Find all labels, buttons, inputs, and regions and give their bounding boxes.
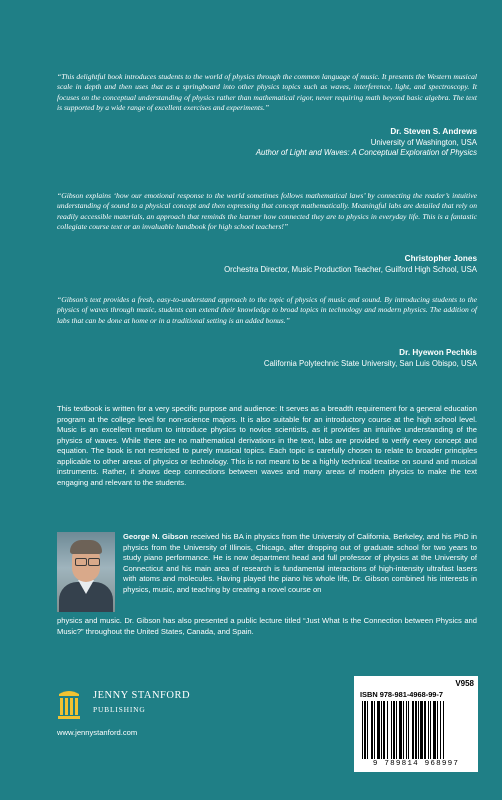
author-name: George N. Gibson: [123, 532, 189, 541]
barcode-image: [360, 701, 472, 759]
quote-1-book: Author of Light and Waves: A Conceptual Exploration of Physics: [255, 148, 477, 158]
publisher-name: JENNY STANFORD: [93, 690, 191, 701]
barcode-digits: 9 789814 968997: [372, 760, 460, 768]
quote-2-text: “Gibson explains ‘how our emotional response to the world sometimes follows mathematical laws’ by connecting the reader’s intuitive understanding of sound to a physical concept and then expressing that concept mathematically. Meaningful labs are detailed that rely on readily accessible materials, an approach that reminds the learner how connected they are to physics in everyday life. This is a fantastic collegiate course text or an invaluable handbook for high school teachers!”: [57, 191, 477, 232]
quote-3-name: Dr. Hyewon Pechkis: [399, 348, 477, 357]
quote-3-attribution: [264, 348, 477, 369]
quote-3-text: “Gibson’s text provides a fresh, easy-to-understand approach to the topic of physics of music and sound. By introducing students to the physics of waves through music, students can extend their knowledge to broad topics in technology and modern physics. The addition of labs that can be done at home or in a traditional setting is an added bonus.”: [57, 295, 477, 325]
book-description: This textbook is written for a very specific purpose and audience: It serves as a breadth requirement for a general education program at the college level for non-science majors. It is also suitable for an introductory course at the high school level. Music is an excellent medium to introduce physics to novice scientists, as it provides an intuitive understanding of the physics of waves. While there are no mathematical derivations in the text, labs are provided to verify every concept and equation. The book is not restricted to purely musical topics. Each topic is carefully chosen to relate to broader principles applicable to other areas of physics or technology. This is not meant to be a highly technical treatise on sound and musical instruments. Rather, it shows deep connections between waves and many areas of modern physics to make the text engaging and relevant to the students.: [57, 404, 477, 487]
isbn-text: ISBN 978-981-4968-99-7: [360, 690, 443, 699]
quote-1-affiliation: University of Washington, USA: [370, 137, 477, 147]
author-photo: [57, 532, 115, 612]
quote-1-name: Dr. Steven S. Andrews: [390, 127, 477, 136]
price-code: V958: [455, 679, 474, 688]
quote-1-text: “This delightful book introduces students to the world of physics through the common language of music. It presents the Western musical scale in depth and then uses that as a springboard into other physics topics such as waves, interference, light, and spectroscopy. It focuses on the conceptual understanding of physics rather than mathematical rigor, never requiring math beyond basic algebra. The text is supported by a wide range of excellent exercises and experiments.”: [57, 72, 477, 113]
author-bio-first: received his BA in physics from the University of California, Berkeley, and his PhD in physics from the University of Illinois, Chicago, after dropping out of graduate school for two years to study piano performance. He is now department head and full professor of physics at the University of Connecticut and his main area of research is fundamental interactions of high-intensity ultrafast lasers with atoms and molecules. Having played the piano his whole life, Dr. Gibson combined his interests in physics, music, and teaching by creating a novel course on: [123, 532, 477, 594]
publisher-sub: PUBLISHING: [93, 705, 146, 714]
quote-2-affiliation: Orchestra Director, Music Production Teacher, Guilford High School, USA: [224, 264, 477, 274]
publisher-url: www.jennystanford.com: [57, 728, 138, 737]
quote-3-affiliation: California Polytechnic State University, San Luis Obispo, USA: [263, 358, 477, 368]
publisher-logo: [57, 688, 257, 722]
quote-2-attribution: [224, 254, 477, 275]
barcode-panel: [354, 676, 478, 772]
author-bio-continued: physics and music. Dr. Gibson has also presented a public lecture titled “Just What Is the Connection between Physics and Music?” throughout the United States, Canada, and Spain.: [57, 616, 477, 636]
quote-2-name: Christopher Jones: [404, 254, 477, 263]
columns-icon: [57, 688, 81, 720]
author-bio: [123, 532, 477, 595]
quote-1-attribution: [256, 127, 477, 159]
